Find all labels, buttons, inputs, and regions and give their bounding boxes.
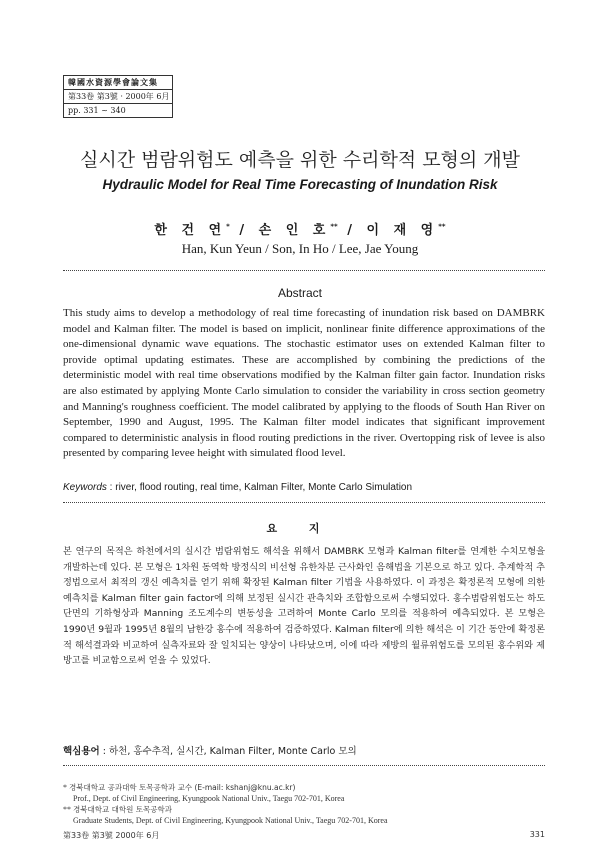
author-1: 한 건 연 [154, 223, 227, 238]
footnote-2-mark: ** [63, 805, 71, 814]
footnote-1 [63, 782, 545, 793]
keywords-text: : river, flood routing, real time, Kalman Filter, Monte Carlo Simulation [106, 482, 413, 493]
keywords-line [63, 482, 545, 493]
author-3: 이 재 영 [366, 223, 439, 238]
korean-keywords-text: : 하천, 홍수추적, 실시간, Kalman Filter, Monte Carlo 모의 [99, 746, 357, 757]
journal-volume: 第33卷 第3號 · 2000年 6月 [64, 90, 172, 104]
authors-english: Han, Kun Yeun / Son, In Ho / Lee, Jae Young [181, 241, 419, 256]
author-3-mark: ** [438, 222, 446, 231]
title-english: Hydraulic Model for Real Time Forecasting of Inundation Risk [102, 177, 498, 192]
author-2: 손 인 호 [258, 223, 331, 238]
journal-info-box [63, 75, 173, 118]
author-separator: / [229, 223, 259, 238]
korean-keywords-label: 핵심용어 [63, 746, 100, 757]
keywords-label: Keywords [63, 482, 107, 493]
abstract-text: This study aims to develop a methodology of real time forecasting of inundation risk based on DAMBRK model and Kalman filter. The model is based on implicit, nonlinear finite difference approximations of the one-dimensional dynamic wave equations. The stochastic estimator uses on extended Kalman filter to provide optimal updating estimates. These are accomplished by combining the predictions of the deterministic model with real time observations modified by the Kalman filter gain factor. Inundation risks are also estimated by applying Monte Carlo simulation to consider the variability in cross section geometry and Manning's roughness coefficient. The model calibrated by applying to the floods of South Han River on September, 1990 and August, 1995. The Kalman filter model indicates that significant improvement compared to deterministic analysis in flood routing predictions in the river. Overtopping risk of levee is also presented by comparing levee height with simulated flood level. [63, 307, 545, 460]
footnote-1-english: Prof., Dept. of Civil Engineering, Kyungpook National Univ., Taegu 702-701, Korea [73, 794, 345, 803]
footnote-2-korean: 경북대학교 대학원 토목공학과 [73, 805, 172, 814]
footnote-1-korean: 경북대학교 공과대학 토목공학과 교수 (E-mail: kshanj@knu.ac.kr) [69, 783, 296, 792]
dotted-divider [63, 765, 545, 766]
author-separator: / [337, 223, 367, 238]
footnote-2 [63, 804, 545, 815]
footnote-2-english: Graduate Students, Dept. of Civil Engineering, Kyungpook National Univ., Taegu 702-701, Korea [73, 816, 388, 825]
page-footer [63, 830, 545, 841]
dotted-divider [63, 502, 545, 503]
footnote-1-mark: * [63, 783, 67, 792]
footer-issue: 第33卷 第3號 2000年 6月 [63, 831, 160, 840]
title-korean: 실시간 범람위험도 예측을 위한 수리학적 모형의 개발 [79, 149, 521, 171]
authors-korean [0, 219, 600, 238]
author-1-mark: * [226, 222, 230, 231]
author-2-mark: ** [330, 222, 338, 231]
footnotes [63, 782, 545, 826]
korean-abstract-text: 본 연구의 목적은 하천에서의 실시간 범람위험도 해석을 위해서 DAMBRK 모형과 Kalman filter를 연계한 수치모형을 개발하는데 있다. 본 모형은 1차원 동역학 방정식의 비선형 유한차분 근사화인 음해법을 기본으로 하고 있다. 추계학적 추정법으로서 최적의 갱신 예측치를 얻기 위해 확장된 Kalman filter 기법을 사용하였다. 이 과정은 확정론적 모형에 의한 예측치를 Kalman filter gain factor에 의해 보정된 실시간 관측치와 조합함으로써 수행되었다. 홍수범람위험도는 하도단면의 기하형상과 Manning 조도계수의 변동성을 고려하여 Monte Carlo 모의를 적용하여 예측되었다. 본 모형은 1990년 9월과 1995년 8월의 남한강 홍수에 적용하여 검증하였다. Kalman filter에 의한 해석은 이 기간 동안에 확정론적 해석결과와 비교하여 실측자료와 잘 일치되는 양상이 나타났으며, 이에 따라 제방의 월류위험도를 모의된 홍수위와 제방고를 비교함으로써 얻을 수 있었다. [63, 546, 545, 667]
korean-abstract-heading: 요 지 [266, 522, 334, 535]
journal-name: 韓國水資源學會論文集 [64, 76, 172, 90]
dotted-divider [63, 270, 545, 271]
page-number: 331 [529, 830, 545, 839]
korean-keywords-line [63, 743, 545, 757]
abstract-heading: Abstract [277, 286, 322, 300]
journal-pages: pp. 331 ~ 340 [68, 106, 126, 115]
